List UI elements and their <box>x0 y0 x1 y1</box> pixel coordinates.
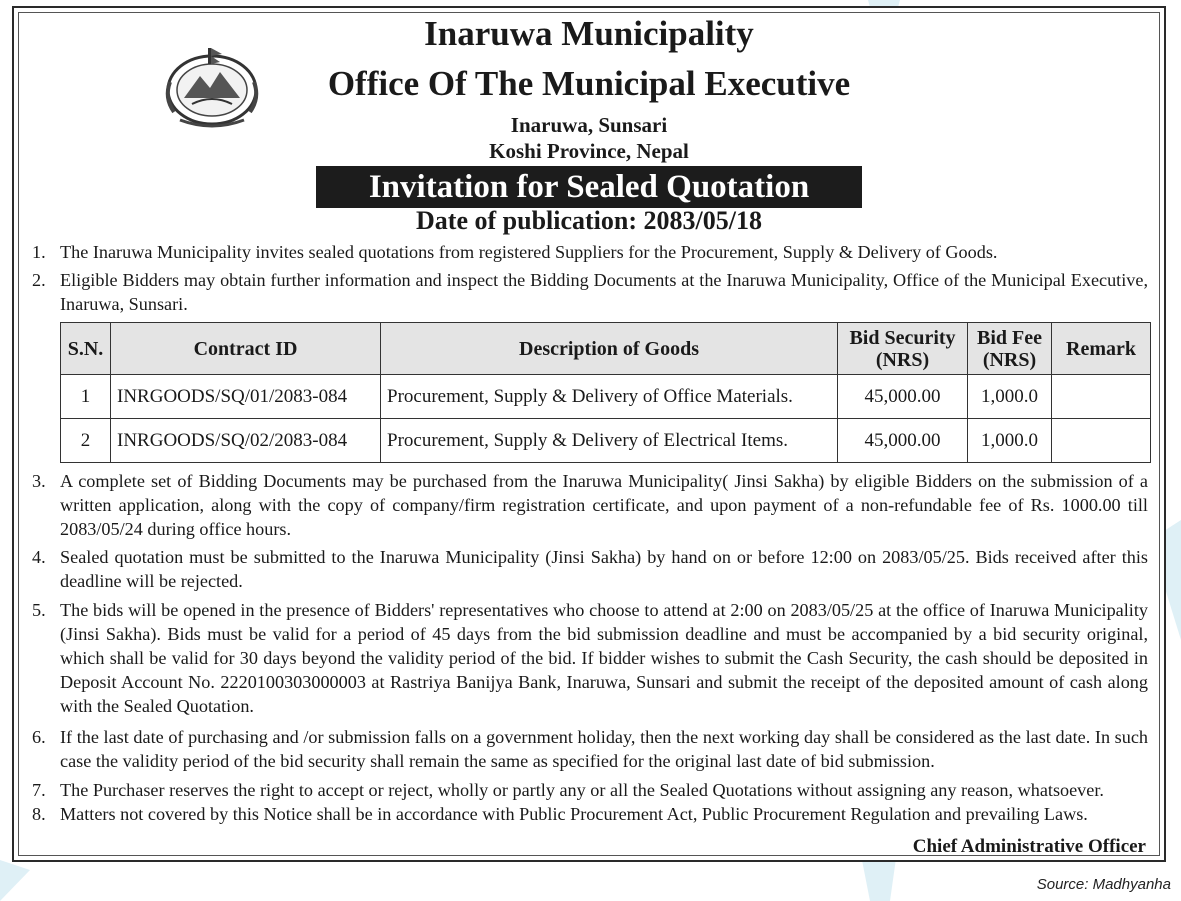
list-item <box>30 240 1148 264</box>
column-header-bid-security <box>838 323 968 375</box>
item-number: 2. <box>32 270 46 290</box>
list-item <box>30 469 1148 541</box>
bid-security-unit: (NRS) <box>875 348 930 371</box>
cell-sn: 1 <box>61 375 111 419</box>
cell-remark <box>1052 419 1151 463</box>
cell-contract-id: INRGOODS/SQ/01/2083-084 <box>111 375 381 419</box>
item-text: Eligible Bidders may obtain further information and inspect the Bidding Documents at the Inaruwa Municipality, Office of the Municipal Executive, Inaruwa, Sunsari. <box>60 270 1148 314</box>
item-text: Sealed quotation must be submitted to the Inaruwa Municipality (Jinsi Sakha) by hand on or before 12:00 on 2083/05/25. Bids received after this deadline will be rejected. <box>60 547 1148 591</box>
item-number: 1. <box>32 242 46 262</box>
item-text: The Purchaser reserves the right to accept or reject, wholly or partly any or all the Sealed Quotations without assigning any reason, whatsoever. <box>60 780 1104 800</box>
goods-table <box>60 322 1151 463</box>
notice-banner: Invitation for Sealed Quotation <box>316 166 862 208</box>
item-text: A complete set of Bidding Documents may be purchased from the Inaruwa Municipality( Jinsi Sakha) by eligible Bidders on the submission of a written application, along with the copy of company/firm registration certificate, and upon payment of a non-refundable fee of Rs. 1000.00 till 2083/05/24 during office hours. <box>60 471 1148 539</box>
column-header-bid-fee <box>968 323 1052 375</box>
office-title: Office Of The Municipal Executive <box>327 64 851 103</box>
table-header-row <box>61 323 1151 375</box>
list-item <box>30 778 1148 802</box>
cell-bid-fee: 1,000.0 <box>968 375 1052 419</box>
cell-description: Procurement, Supply & Delivery of Office Materials. <box>381 375 838 419</box>
column-header-contract-id: Contract ID <box>111 323 381 375</box>
item-text: Matters not covered by this Notice shall be in accordance with Public Procurement Act, Public Procurement Regulation and prevailing Laws. <box>60 804 1088 824</box>
bid-security-label: Bid Security <box>849 326 956 349</box>
list-item <box>30 725 1148 773</box>
cell-bid-fee: 1,000.0 <box>968 419 1052 463</box>
column-header-description: Description of Goods <box>381 323 838 375</box>
cell-bid-security: 45,000.00 <box>838 419 968 463</box>
cell-sn: 2 <box>61 419 111 463</box>
address-line-2: Koshi Province, Nepal <box>489 139 689 163</box>
item-number: 7. <box>32 780 46 800</box>
cell-bid-security: 45,000.00 <box>838 375 968 419</box>
column-header-remark: Remark <box>1052 323 1151 375</box>
item-number: 6. <box>32 727 46 747</box>
cell-remark <box>1052 375 1151 419</box>
publication-date: Date of publication: 2083/05/18 <box>416 206 762 235</box>
signatory-title: Chief Administrative Officer <box>912 836 1146 857</box>
item-text: If the last date of purchasing and /or submission falls on a government holiday, then the next working day shall be considered as the last date. In such case the validity period of the bid security shall remain the same as specified for the original last date of bid submission. <box>60 727 1148 771</box>
municipality-title: Inaruwa Municipality <box>424 14 754 53</box>
item-number: 5. <box>32 600 46 620</box>
bid-fee-label: Bid Fee <box>977 326 1042 349</box>
item-text: The bids will be opened in the presence of Bidders' representatives who choose to attend at 2:00 on 2083/05/25 at the office of Inaruwa Municipality (Jinsi Sakha). Bids must be valid for a period of 45 days from the bid submission deadline and must be accompanied by a bid security original, which shall be valid for 30 days beyond the validity period of the bid. If bidder wishes to submit the Cash Security, the cash should be deposited in Deposit Account No. 2220100303000003 at Rastriya Banijya Bank, Inaruwa, Sunsari and submit the receipt of the deposited amount of cash along with the Sealed Quotation. <box>60 600 1148 716</box>
item-number: 4. <box>32 547 46 567</box>
list-item <box>30 598 1148 718</box>
item-number: 3. <box>32 471 46 491</box>
bid-fee-unit: (NRS) <box>982 348 1037 371</box>
item-number: 8. <box>32 804 46 824</box>
source-credit: Source: Madhyanha <box>1036 876 1171 893</box>
cell-contract-id: INRGOODS/SQ/02/2083-084 <box>111 419 381 463</box>
column-header-sn: S.N. <box>61 323 111 375</box>
table-row <box>61 419 1151 463</box>
address-line-1: Inaruwa, Sunsari <box>510 113 668 137</box>
table-row <box>61 375 1151 419</box>
list-item <box>30 545 1148 593</box>
list-item <box>30 268 1148 316</box>
list-item <box>30 802 1148 826</box>
notice-document <box>12 6 1166 862</box>
cell-description: Procurement, Supply & Delivery of Electrical Items. <box>381 419 838 463</box>
item-text: The Inaruwa Municipality invites sealed quotations from registered Suppliers for the Procurement, Supply & Delivery of Goods. <box>60 242 998 262</box>
